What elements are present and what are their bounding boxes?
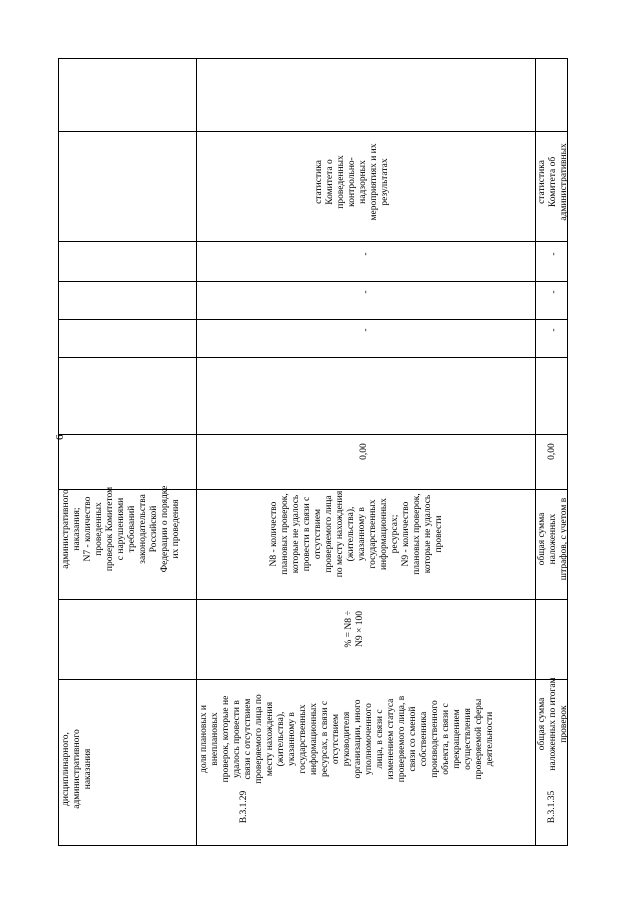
row-divider: [59, 319, 567, 320]
row1-description: административного наказания; N7 - количество проведенных проверок Комитетом с нарушениями требований законодательства Российской Федерации о порядке их проведения: [61, 485, 181, 573]
row3-dash-a: -: [549, 328, 559, 332]
row-divider: [59, 357, 567, 358]
column-divider: [196, 59, 197, 845]
row2-value: 0,00: [359, 443, 369, 460]
row3-name: общая сумма наложенных по итогам проверок: [537, 677, 569, 771]
row-divider: [59, 241, 567, 242]
row3-dash-c: -: [549, 252, 559, 256]
row-divider: [59, 599, 567, 600]
row3-value: 0,00: [547, 443, 557, 460]
row2-code: В.3.1.29: [239, 790, 249, 824]
row3-description: общая сумма наложенных штрафов, с учетом в: [537, 497, 569, 581]
column-divider: [535, 59, 536, 845]
row2-dash-c: -: [361, 252, 371, 256]
row-divider: [59, 281, 567, 282]
row3-source: статистика Комитета об административных: [537, 143, 569, 221]
indicator-table: [58, 58, 568, 846]
row2-source: статистика Комитета о проведенных контрольно- надзорных мероприятиях и их результатах: [314, 143, 390, 221]
row1-name: дисциплинарного, административного наказания: [61, 729, 93, 809]
row3-code: В.3.1.35: [547, 790, 557, 824]
row-divider: [59, 131, 567, 132]
row2-description: N8 - количество плановых проверок, которые не удалось провести в связи с отсутствием проверяемого лица по месту нахождения (жительства), указанному в государственных информационных ресурсах; N9 - количество плановых проверок, которые не удалось провести: [269, 490, 444, 578]
row-divider: [59, 434, 567, 435]
row2-dash-b: -: [361, 290, 371, 294]
row2-dash-a: -: [361, 328, 371, 332]
row3-dash-b: -: [549, 290, 559, 294]
row2-name: доля плановых и внеплановых проверок, которые не удалось провести в связи с отсутствием проверяемого лица по месту нахождения (жительства), указанному в государственных информационных ресурсах, в связи с отсутствием руководителя организации, иного уполномоченного лица, в связи с изменением статуса проверяемого лица, в связи со сменой собственника производственного объекта, в связи с прекращением осуществления проверяемой сферы деятельности: [199, 694, 495, 784]
row2-formula: % = N8 ÷ N9 × 100: [344, 610, 365, 648]
page-number: 6: [54, 434, 66, 440]
